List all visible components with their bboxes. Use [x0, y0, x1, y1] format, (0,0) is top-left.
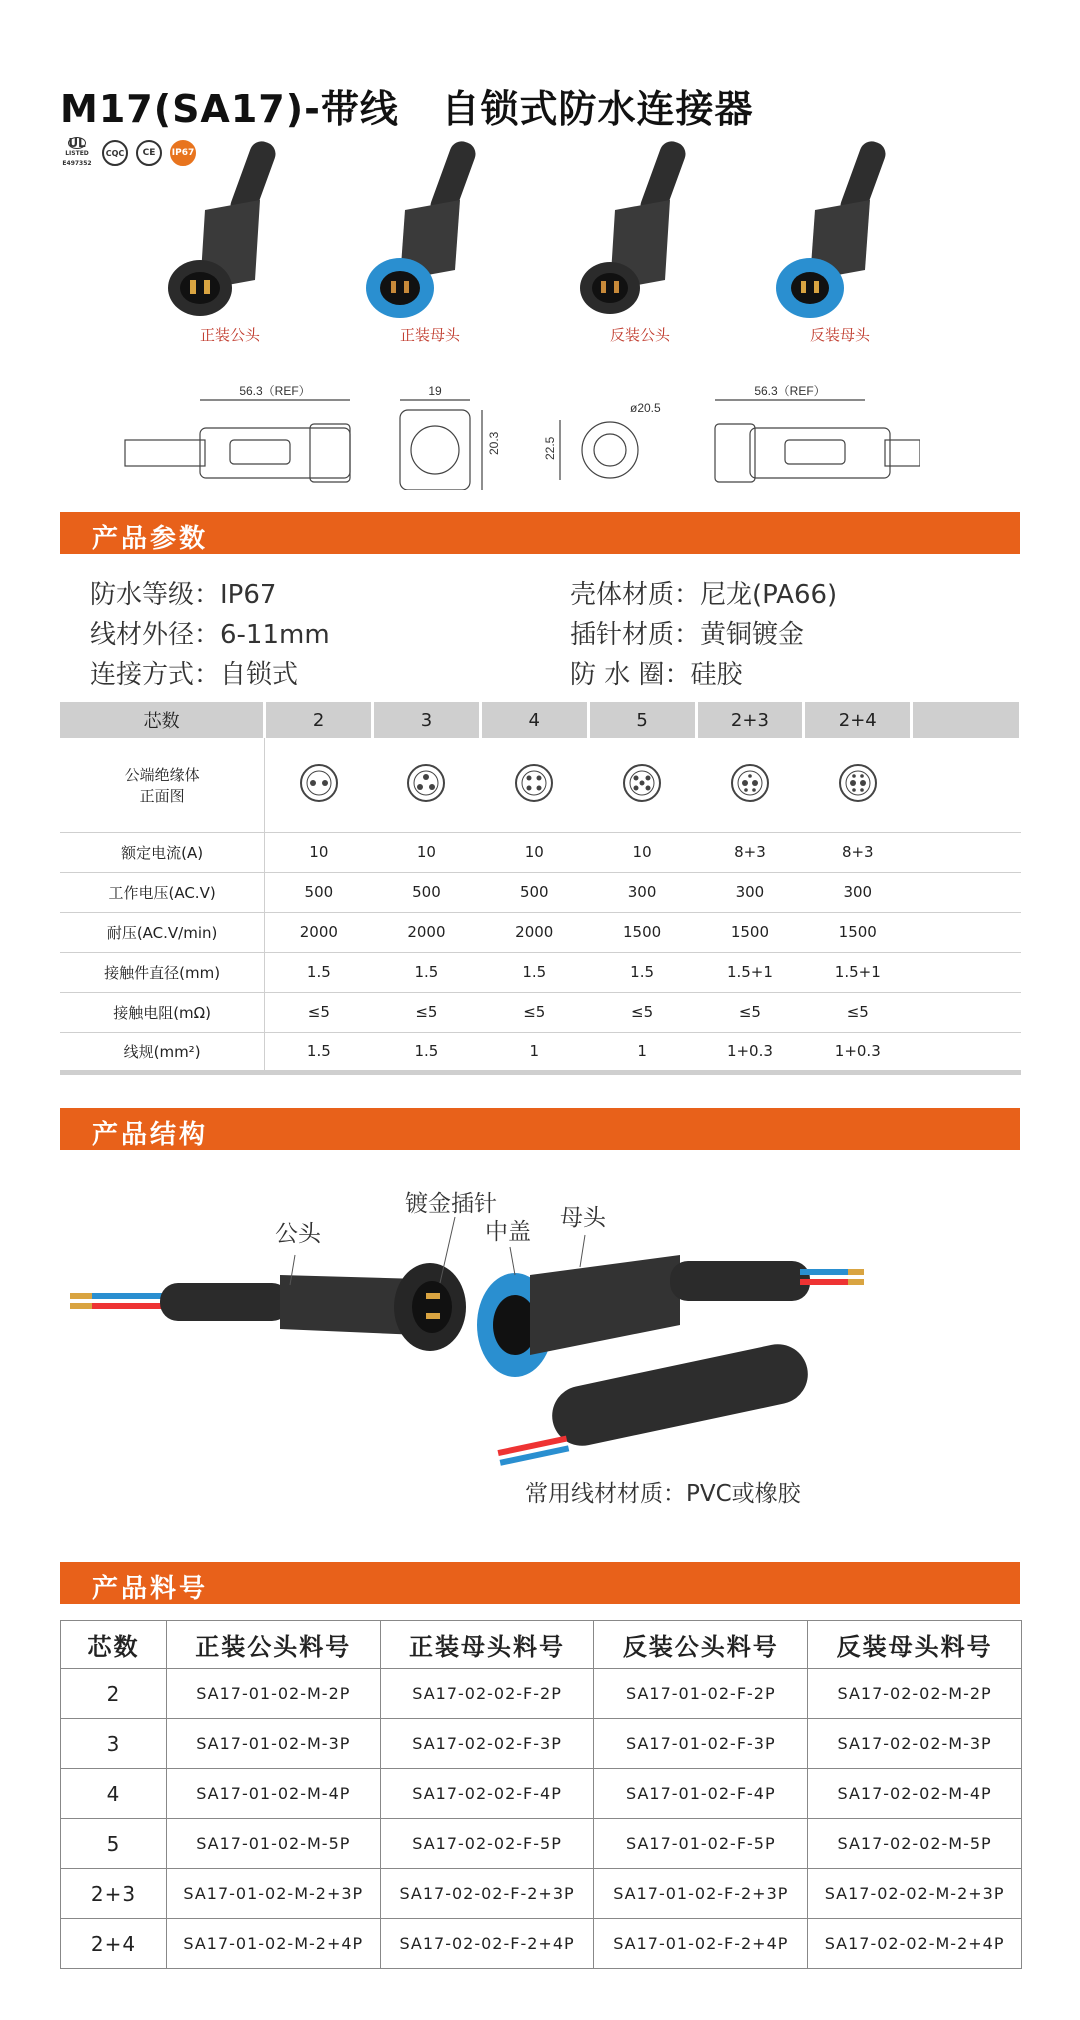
- product-label: 正装公头: [199, 326, 260, 344]
- spec-header-cell: 2+3: [696, 702, 804, 738]
- section-header-structure: 产品结构: [60, 1108, 1020, 1150]
- page-title: M17(SA17)-带线 自锁式防水连接器: [60, 87, 754, 131]
- spec-row-label: 工作电压(AC.V): [60, 872, 265, 912]
- param-item: 壳体材质：尼龙(PA66): [570, 580, 838, 610]
- spec-row-label: 接触件直径(mm): [60, 952, 265, 992]
- spec-row-label: 线规(mm²): [60, 1032, 265, 1072]
- spec-row-label: 接触电阻(mΩ): [60, 992, 265, 1032]
- param-item: 连接方式：自锁式: [90, 660, 299, 690]
- spec-row-label: 额定电流(A): [60, 832, 265, 872]
- parts-header-cell: 正装母头料号: [380, 1621, 594, 1669]
- param-item: 线材外径：6-11mm: [90, 620, 330, 650]
- product-label: 反装公头: [609, 326, 670, 344]
- section-header-params: 产品参数: [60, 512, 1020, 554]
- ul-listed-icon: UL LISTED E497352: [62, 136, 92, 167]
- parts-header-cell: 正装公头料号: [166, 1621, 380, 1669]
- pin-layout-2-3-icon: [728, 761, 772, 805]
- table-row: 2 SA17-01-02-M-2P SA17-02-02-F-2P SA17-01-02-F-2P SA17-02-02-M-2P: [61, 1669, 1022, 1719]
- product-gallery: [150, 140, 940, 360]
- spec-header-cell: 2+4: [804, 702, 912, 738]
- product-female-reverse: [760, 140, 920, 360]
- spec-row: 工作电压(AC.V) 500 500 500 300 300 300: [60, 872, 1021, 912]
- spec-header-row: [60, 702, 1021, 738]
- dimension-label: ø20.5: [630, 401, 661, 415]
- spec-row-label: 公端绝缘体 正面图: [60, 738, 265, 832]
- dimension-label: 22.5: [543, 436, 557, 460]
- structure-diagram: [60, 1175, 1020, 1535]
- connector-male-image: [160, 140, 300, 320]
- spec-header-cell: 芯数: [60, 702, 265, 738]
- param-item: 防 水 圈：硅胶: [570, 660, 743, 690]
- dimension-label: 19: [428, 384, 442, 398]
- spec-row: 线规(mm²) 1.5 1.5 1 1 1+0.3 1+0.3: [60, 1032, 1021, 1072]
- dimension-drawings: [120, 380, 920, 490]
- dimension-label: 56.3（REF）: [239, 384, 311, 398]
- spec-header-cell: 4: [480, 702, 588, 738]
- pin-layout-4-icon: [512, 761, 556, 805]
- spec-row: 接触件直径(mm) 1.5 1.5 1.5 1.5 1.5+1 1.5+1: [60, 952, 1021, 992]
- ce-icon: CE: [136, 140, 162, 166]
- parts-header-cell: 芯数: [61, 1621, 167, 1669]
- product-female-front: [350, 140, 510, 360]
- parts-header-row: [61, 1621, 1022, 1669]
- spec-header-cell: 3: [373, 702, 481, 738]
- pin-layout-5-icon: [620, 761, 664, 805]
- pin-layout-2-4-icon: [836, 761, 880, 805]
- spec-row-label: 耐压(AC.V/min): [60, 912, 265, 952]
- section-header-part-numbers: 产品料号: [60, 1562, 1020, 1604]
- dimension-label: 20.3: [487, 431, 501, 455]
- param-item: 防水等级：IP67: [90, 580, 277, 610]
- connector-male-image: [570, 140, 710, 320]
- product-label: 反装母头: [809, 326, 870, 344]
- part-number-table: [60, 1620, 1022, 1969]
- spec-row: 接触电阻(mΩ) ≤5 ≤5 ≤5 ≤5 ≤5 ≤5: [60, 992, 1021, 1032]
- connector-female-image: [360, 140, 500, 320]
- ip67-icon: IP67: [170, 140, 196, 166]
- pin-layout-2-icon: [297, 761, 341, 805]
- table-row: 2+4 SA17-01-02-M-2+4P SA17-02-02-F-2+4P SA17-01-02-F-2+4P SA17-02-02-M-2+4P: [61, 1919, 1022, 1969]
- label-male: 公头: [275, 1221, 321, 1247]
- spec-row: 额定电流(A) 10 10 10 10 8+3 8+3: [60, 832, 1021, 872]
- spec-face-row: [60, 738, 1021, 832]
- dimension-label: 56.3（REF）: [754, 384, 826, 398]
- connector-female-image: [770, 140, 910, 320]
- label-female: 母头: [560, 1205, 606, 1231]
- pin-layout-3-icon: [404, 761, 448, 805]
- table-row: 4 SA17-01-02-M-4P SA17-02-02-F-4P SA17-01-02-F-4P SA17-02-02-M-4P: [61, 1769, 1022, 1819]
- parts-header-cell: 反装母头料号: [808, 1621, 1022, 1669]
- spec-header-cell: 5: [588, 702, 696, 738]
- label-cable-material: 常用线材材质：PVC或橡胶: [525, 1481, 801, 1507]
- table-row: 5 SA17-01-02-M-5P SA17-02-02-F-5P SA17-01-02-F-5P SA17-02-02-M-5P: [61, 1819, 1022, 1869]
- table-row: 2+3 SA17-01-02-M-2+3P SA17-02-02-F-2+3P SA17-01-02-F-2+3P SA17-02-02-M-2+3P: [61, 1869, 1022, 1919]
- product-male-reverse: [560, 140, 720, 360]
- parts-header-cell: 反装公头料号: [594, 1621, 808, 1669]
- product-label: 正装母头: [399, 326, 460, 344]
- label-gold-pins: 镀金插针: [405, 1191, 497, 1217]
- spec-row: 耐压(AC.V/min) 2000 2000 2000 1500 1500 1500: [60, 912, 1021, 952]
- product-male-front: [150, 140, 310, 360]
- param-item: 插针材质：黄铜镀金: [570, 620, 805, 650]
- spec-header-cell: 2: [265, 702, 373, 738]
- label-middle-cap: 中盖: [485, 1219, 531, 1245]
- spec-table: [60, 702, 1022, 1075]
- cqc-icon: CQC: [102, 140, 128, 166]
- table-row: 3 SA17-01-02-M-3P SA17-02-02-F-3P SA17-01-02-F-3P SA17-02-02-M-3P: [61, 1719, 1022, 1769]
